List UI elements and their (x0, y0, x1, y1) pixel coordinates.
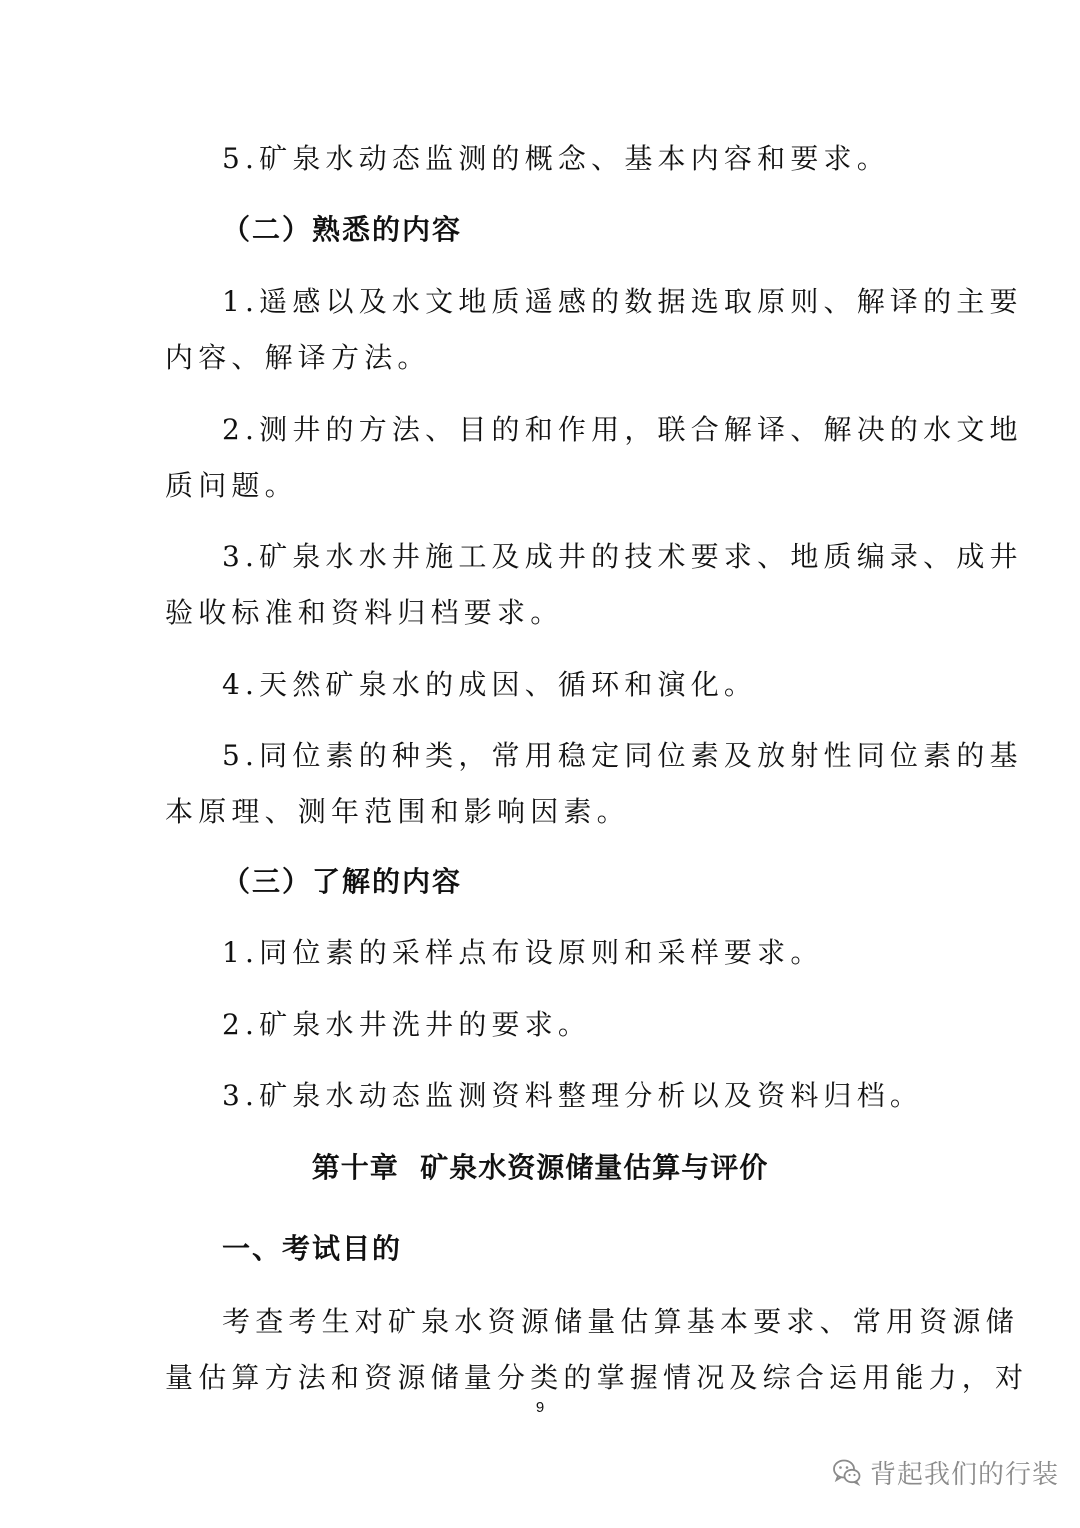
page-number: 9 (535, 1399, 545, 1416)
text-line: 本原理、测年范围和影响因素。 (165, 795, 630, 828)
text-line: 1.遥感以及水文地质遥感的数据选取原则、解译的主要 (222, 285, 1023, 318)
subsection-heading: （三）了解的内容 (222, 865, 463, 898)
text-line: 5.同位素的种类，常用稳定同位素及放射性同位素的基 (222, 739, 1023, 772)
watermark-text: 背起我们的行装 (870, 1459, 1060, 1490)
text-line: 4.天然矿泉水的成因、循环和演化。 (222, 668, 758, 701)
subsection-heading: （二）熟悉的内容 (222, 213, 463, 246)
wechat-icon (832, 1457, 862, 1487)
text-line: 内容、解译方法。 (165, 341, 431, 374)
text-line: 验收标准和资料归档要求。 (165, 596, 564, 629)
text-line: 量估算方法和资源储量分类的掌握情况及综合运用能力，对 (165, 1361, 1029, 1394)
text-line: 3.矿泉水动态监测资料整理分析以及资料归档。 (222, 1079, 924, 1112)
text-line: 5.矿泉水动态监测的概念、基本内容和要求。 (222, 142, 890, 175)
text-line: 2.测井的方法、目的和作用，联合解译、解决的水文地 (222, 413, 1023, 446)
text-line: 2.矿泉水井洗井的要求。 (222, 1008, 592, 1041)
chapter-title: 第十章 矿泉水资源储量估算与评价 (311, 1151, 769, 1184)
text-line: 3.矿泉水水井施工及成井的技术要求、地质编录、成井 (222, 540, 1023, 573)
watermark (832, 1452, 1059, 1492)
text-line: 质问题。 (165, 469, 298, 502)
text-line: 1.同位素的采样点布设原则和采样要求。 (222, 936, 824, 969)
text-line: 考查考生对矿泉水资源储量估算基本要求、常用资源储 (222, 1305, 1019, 1338)
section-heading: 一、考试目的 (222, 1232, 403, 1265)
